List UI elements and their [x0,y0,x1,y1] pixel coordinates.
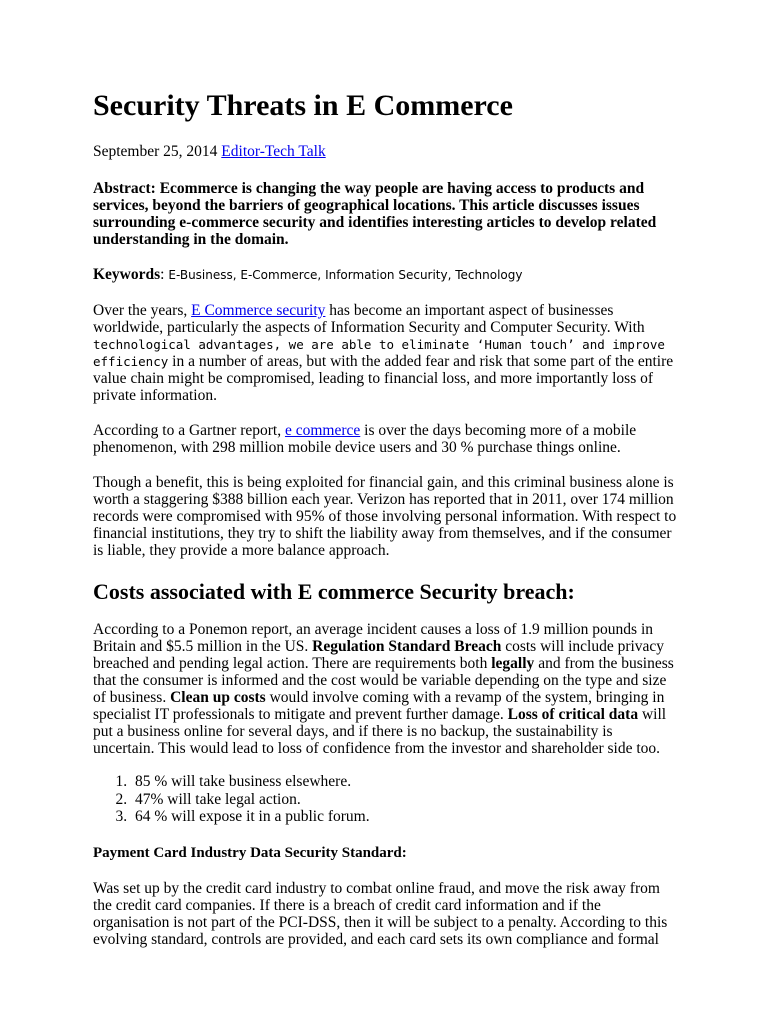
author-link[interactable]: Editor-Tech Talk [221,143,326,160]
para4-text-3: and from the business that the consumer is informed and the cost would be variable depending on the type and size of business. [93,655,674,706]
term-loss-critical-data: Loss of critical data [507,706,639,723]
para1-text-b: has become an important aspect of businesses worldwide, particularly the aspects of Information Security and Computer Security. With [93,302,645,336]
para1-mono-text: technological advantages, we are able to eliminate ‘Human touch’ and improve efficiency [93,337,665,369]
paragraph-intro [93,302,677,404]
keywords-list: E-Business, E-Commerce, Information Security, Technology [168,268,523,282]
keywords-line: Keywords: E-Business, E-Commerce, Information Security, Technology [93,266,523,283]
list-item: 3. 64 % will expose it in a public forum. [131,808,677,826]
list-item: 1. 85 % will take business elsewhere. [131,773,677,791]
article-meta [93,142,677,162]
subheading-pci-dss: Payment Card Industry Data Security Standard: [93,844,407,861]
section-heading-costs: Costs associated with E commerce Security breach: [93,579,575,604]
paragraph-exploitation: Though a benefit, this is being exploited for financial gain, and this criminal business alone is worth a staggering $388 billion each year. Verizon has reported that in 2011, over 174 million records were compromised with 95% of those involving personal information. With respect to financial institutions, they try to shift the liability away from themselves, and if the consumer is liable, they provide a more balance approach. [93,474,677,559]
term-legally: legally [491,655,535,672]
list-item: 2. 47% will take legal action. [131,791,677,809]
term-regulation-breach: Regulation Standard Breach [312,638,502,655]
abstract: Abstract: Ecommerce is changing the way people are having access to products and services, beyond the barriers of geographical locations. This article discusses issues surrounding e-commerce security and identifies interesting articles to develop related understanding in the domain. [93,180,657,248]
ecommerce-security-link[interactable]: E Commerce security [191,302,326,319]
keywords-label: Keywords [93,266,161,283]
paragraph-ponemon [93,621,677,757]
ecommerce-link[interactable]: e commerce [284,422,361,439]
article [93,84,677,948]
para1-text-c: in a number of areas, but with the added fear and risk that some part of the entire value chain might be compromised, leading to financial loss, and more importantly loss of private information. [93,353,674,404]
impact-list [93,773,677,826]
para1-text-a: Over the years, [93,302,192,319]
publish-date: September 25, 2014 [93,143,218,160]
para4-text-2: costs will include privacy breached and pending legal action. There are requirements both [93,638,665,672]
para2-text-b: is over the days becoming more of a mobile phenomenon, with 298 million mobile device users and 30 % purchase things online. [93,422,637,456]
para4-text-4: would involve coming with a revamp of the system, bringing in specialist IT professionals to mitigate and prevent further damage. [93,689,665,723]
para4-text-1: According to a Ponemon report, an average incident causes a loss of 1.9 million pounds in Britain and $5.5 million in the US. [93,621,654,655]
para2-text-a: According to a Gartner report, [93,422,285,439]
page-title: Security Threats in E Commerce [93,89,513,122]
paragraph-pci-dss: Was set up by the credit card industry to combat online fraud, and move the risk away from the credit card companies. If there is a breach of credit card information and if the organisation is not part of the PCI-DSS, then it will be subject to a penalty. According to this evolving standard, controls are provided, and each card sets its own compliance and formal [93,879,668,948]
paragraph-gartner [93,422,677,456]
term-clean-up-costs: Clean up costs [170,689,266,706]
para4-text-5: will put a business online for several days, and if there is no backup, the sustainability is uncertain. This would lead to loss of confidence from the investor and shareholder side too. [93,706,667,757]
